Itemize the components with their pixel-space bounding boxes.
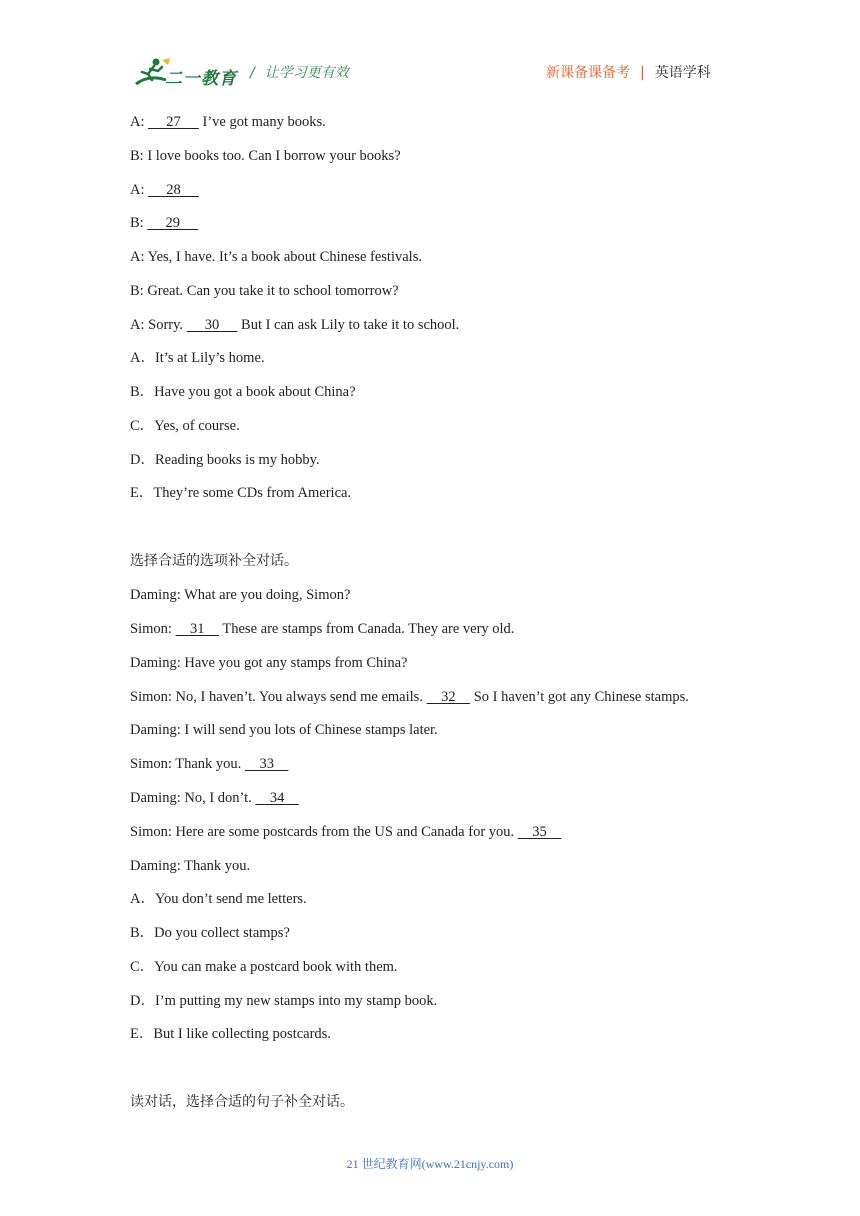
option-b: B．Do you collect stamps?: [130, 925, 290, 941]
answer-blank-31: 31: [175, 621, 220, 637]
option-a: A．You don’t send me letters.: [130, 891, 307, 907]
line-text: Simon: Here are some postcards from the US and Canada for you.: [130, 824, 518, 840]
dialogue-line: [130, 755, 288, 773]
line-text: Daming: Have you got any stamps from China?: [130, 655, 408, 671]
answer-blank-29: 29: [147, 215, 199, 231]
line-text: A:: [130, 114, 149, 130]
option-c: C．You can make a postcard book with them.: [130, 959, 398, 975]
line-text: Simon:: [130, 621, 176, 637]
option-e: E．But I like collecting postcards.: [130, 1026, 331, 1042]
logo-text: 二一教育: [165, 69, 237, 89]
line-text: B:: [130, 215, 148, 231]
dialogue-line: [130, 282, 399, 300]
dialogue-line: [130, 147, 401, 165]
line-text: Simon: Thank you.: [130, 756, 245, 772]
section-instruction: 选择合适的选项补全对话。: [130, 553, 298, 569]
answer-blank-28: 28: [148, 182, 199, 198]
dialogue-line: [130, 620, 514, 638]
answer-blank-35: 35: [517, 824, 562, 840]
answer-blank-30: 30: [186, 317, 238, 333]
header-separator: |: [640, 65, 645, 81]
slogan-separator: /: [250, 65, 255, 81]
page-header: [0, 0, 860, 95]
dialogue-line: [130, 823, 561, 841]
line-text: A:: [130, 182, 149, 198]
line-text: Daming: Thank you.: [130, 858, 251, 874]
page-footer: 21 世纪教育网(www.21cnjy.com): [346, 1157, 514, 1171]
dialogue-line: [130, 113, 326, 131]
slogan: [250, 62, 349, 82]
dialogue-line: [130, 721, 438, 739]
dialogue-line: [130, 316, 459, 334]
option-e: E．They’re some CDs from America.: [130, 485, 352, 501]
line-text: Daming: I will send you lots of Chinese stamps later.: [130, 722, 438, 738]
header-tagline: 新课备课备考: [546, 65, 630, 81]
line-text: A: Sorry.: [130, 317, 187, 333]
line-text: So I haven’t got any Chinese stamps.: [470, 689, 689, 705]
option-d: D．Reading books is my hobby.: [130, 452, 320, 468]
option-a: A．It’s at Lily’s home.: [130, 350, 265, 366]
logo: [132, 56, 242, 90]
line-text: A: Yes, I have. It’s a book about Chinese festivals.: [130, 249, 422, 265]
line-text: Simon: No, I haven’t. You always send me emails.: [130, 689, 427, 705]
answer-blank-27: 27: [148, 114, 199, 130]
line-text: These are stamps from Canada. They are very old.: [219, 621, 515, 637]
dialogue-line: [130, 789, 299, 807]
line-text: Daming: No, I don’t.: [130, 790, 256, 806]
slogan-text: 让学习更有效: [264, 65, 349, 81]
line-text: I’ve got many books.: [198, 114, 326, 130]
dialogue-line: [130, 654, 407, 672]
line-text: B: I love books too. Can I borrow your books?: [130, 148, 401, 164]
section-instruction: 读对话，选择合适的句子补全对话。: [130, 1094, 354, 1110]
answer-blank-34: 34: [255, 790, 299, 806]
line-text: But I can ask Lily to take it to school.: [237, 317, 460, 333]
option-d: D．I’m putting my new stamps into my stamp book.: [130, 993, 438, 1009]
header-subject: 英语学科: [654, 65, 711, 81]
header-right: [546, 62, 711, 82]
dialogue-line: [130, 857, 250, 875]
answer-blank-32: 32: [426, 689, 471, 705]
option-b: B．Have you got a book about China?: [130, 384, 356, 400]
dialogue-line: [130, 181, 199, 199]
dialogue-line: [130, 248, 422, 266]
line-text: B: Great. Can you take it to school tomorrow?: [130, 283, 399, 299]
dialogue-line: [130, 214, 198, 232]
line-text: Daming: What are you doing, Simon?: [130, 587, 351, 603]
answer-blank-33: 33: [244, 756, 289, 772]
dialogue-line: [130, 586, 350, 604]
option-c: C．Yes, of course.: [130, 418, 240, 434]
dialogue-line: [130, 688, 689, 706]
